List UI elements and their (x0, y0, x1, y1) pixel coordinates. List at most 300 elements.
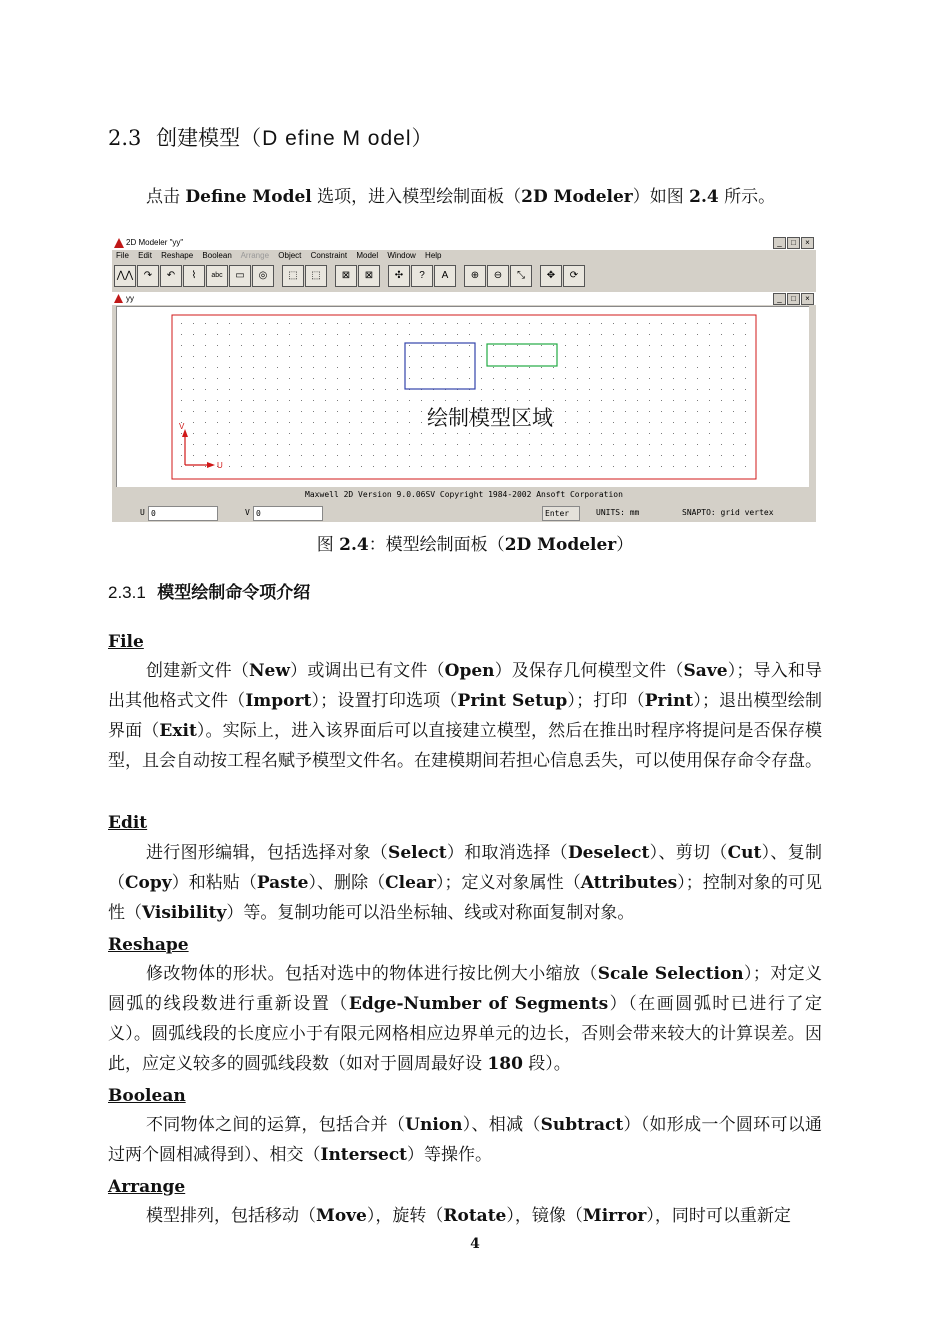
menu-constraint[interactable]: Constraint (310, 251, 348, 260)
grid-dot (589, 444, 590, 445)
child-maximize-button[interactable]: □ (787, 293, 800, 305)
grid-dot (217, 444, 218, 445)
grid-dot (529, 389, 530, 390)
grid-dot (205, 455, 206, 456)
grid-dot (745, 400, 746, 401)
grid-dot (493, 334, 494, 335)
grid-dot (541, 323, 542, 324)
grid-dot (493, 455, 494, 456)
grid-dot (409, 334, 410, 335)
canvas-drawing[interactable] (117, 307, 809, 487)
grid-dot (181, 411, 182, 412)
delete-tool-icon[interactable]: ⊠ (358, 265, 380, 287)
grid-dot (313, 367, 314, 368)
zoom-in-icon[interactable]: ⊕ (464, 265, 486, 287)
grid-dot (649, 433, 650, 434)
grid-dot (553, 323, 554, 324)
grid-dot (589, 400, 590, 401)
grid-dot (505, 367, 506, 368)
grid-dot (553, 411, 554, 412)
grid-dot (325, 389, 326, 390)
grid-dot (349, 389, 350, 390)
grid-dot (577, 389, 578, 390)
grid-dot (697, 345, 698, 346)
grid-dot (613, 466, 614, 467)
grid-dot (481, 323, 482, 324)
grid-dot (625, 356, 626, 357)
grid-dot (637, 389, 638, 390)
grid-dot (505, 323, 506, 324)
grid-dot (457, 378, 458, 379)
grid-dot (205, 334, 206, 335)
grid-dot (373, 356, 374, 357)
intro-text: 所示。 (718, 187, 776, 207)
grid-dot (565, 334, 566, 335)
circle-tool-icon[interactable]: ◎ (252, 265, 274, 287)
grid-dot (637, 411, 638, 412)
grid-dot (517, 444, 518, 445)
caption-bold: 2D Modeler (504, 535, 617, 555)
grid-dot (661, 444, 662, 445)
arc-center-tool-icon[interactable]: ↶ (160, 265, 182, 287)
grid-dot (601, 400, 602, 401)
grid-dot (589, 345, 590, 346)
grid-dot (697, 455, 698, 456)
grid-dot (241, 367, 242, 368)
grid-dot (457, 466, 458, 467)
grid-dot (217, 345, 218, 346)
para-text: ）（如形成一个圆环可以通过两个圆相减得到）、相交（ (108, 1115, 823, 1165)
grid-dot (205, 400, 206, 401)
grid-dot (565, 400, 566, 401)
grid-dot (613, 323, 614, 324)
grid-dot (673, 455, 674, 456)
grid-dot (325, 433, 326, 434)
grid-dot (373, 345, 374, 346)
menu-edit[interactable]: Edit (138, 251, 152, 260)
grid-dot (313, 356, 314, 357)
menu-reshape[interactable]: Reshape (161, 251, 194, 260)
grid-dot (241, 389, 242, 390)
grid-dot (469, 466, 470, 467)
v-field-label: V (245, 508, 250, 517)
grid-dot (229, 334, 230, 335)
grid-dot (181, 455, 182, 456)
grid-dot (193, 334, 194, 335)
grid-dot (745, 411, 746, 412)
grid-dot (301, 389, 302, 390)
grid-dot (601, 367, 602, 368)
grid-dot (613, 345, 614, 346)
grid-dot (565, 389, 566, 390)
child-minimize-button[interactable]: _ (773, 293, 786, 305)
grid-dot (529, 378, 530, 379)
grid-dot (745, 466, 746, 467)
grid-dot (709, 356, 710, 357)
help-tool-icon[interactable]: ? (411, 265, 433, 287)
grid-dot (385, 323, 386, 324)
grid-dot (265, 444, 266, 445)
text-tool-icon[interactable]: abc (206, 265, 228, 287)
blue-rectangle-object[interactable] (405, 343, 475, 389)
grid-dot (385, 433, 386, 434)
grid-dot (529, 367, 530, 368)
para-bold: Open (444, 661, 495, 681)
grid-dot (409, 323, 410, 324)
grid-dot (673, 367, 674, 368)
grid-dot (685, 378, 686, 379)
caption-text: 图 (316, 535, 340, 555)
minimize-button[interactable]: _ (773, 237, 786, 249)
u-axis-arrow-icon (207, 462, 215, 468)
grid-dot (625, 378, 626, 379)
grid-dot (637, 367, 638, 368)
para-bold: Rotate (443, 1206, 507, 1226)
grid-dot (457, 444, 458, 445)
close-button[interactable]: × (801, 237, 814, 249)
grid-dot (565, 422, 566, 423)
para-text: ）等。复制功能可以沿坐标轴、线或对称面复制对象。 (226, 903, 635, 923)
grid-dot (577, 444, 578, 445)
maximize-button[interactable]: □ (787, 237, 800, 249)
grid-dot (433, 433, 434, 434)
grid-dot (349, 356, 350, 357)
grid-dot (265, 334, 266, 335)
grid-dot (697, 356, 698, 357)
grid-dot (433, 367, 434, 368)
grid-dot (325, 367, 326, 368)
grid-dot (649, 334, 650, 335)
section-heading (108, 122, 434, 152)
grid-dot (505, 433, 506, 434)
grid-dot (313, 411, 314, 412)
para-text: ）；定义对象属性（ (435, 873, 581, 893)
rectangle-tool-icon[interactable]: ▭ (229, 265, 251, 287)
grid-dot (361, 466, 362, 467)
grid-dot (337, 422, 338, 423)
grid-dot (589, 367, 590, 368)
window-controls (772, 237, 814, 248)
grid-dot (229, 323, 230, 324)
grid-dot (241, 466, 242, 467)
grid-dot (301, 466, 302, 467)
grid-dot (205, 422, 206, 423)
para-text: ）、相减（ (462, 1115, 541, 1135)
grid-dot (541, 433, 542, 434)
grid-dot (277, 367, 278, 368)
grid-dot (709, 433, 710, 434)
grid-dot (289, 367, 290, 368)
grid-dot (217, 378, 218, 379)
grid-dot (241, 455, 242, 456)
grid-dot (673, 345, 674, 346)
grid-dot (373, 334, 374, 335)
grid-dot (637, 334, 638, 335)
para-text: 修改物体的形状。包括对选中的物体进行按比例大小缩放（ (146, 964, 598, 984)
grid-dot (601, 411, 602, 412)
grid-dot (229, 356, 230, 357)
grid-dot (505, 378, 506, 379)
grid-dot (181, 400, 182, 401)
para-text: ），镜像（ (506, 1206, 583, 1226)
grid-dot (493, 356, 494, 357)
select-tool-icon[interactable]: ⬚ (282, 265, 304, 287)
app-logo-icon (114, 238, 124, 248)
grid-dot (481, 466, 482, 467)
grid-dot (493, 389, 494, 390)
para-bold: Edge-Number of Segments (348, 994, 609, 1014)
app-title: 2D Modeler "yy" (126, 238, 184, 247)
para-text: ）；对定义圆弧的线段数进行重新设置（ (108, 964, 823, 1014)
grid-dot (433, 444, 434, 445)
grid-dot (601, 334, 602, 335)
grid-dot (265, 378, 266, 379)
grid-dot (625, 455, 626, 456)
grid-dot (577, 455, 578, 456)
grid-dot (697, 422, 698, 423)
grid-dot (469, 433, 470, 434)
grid-dot (253, 411, 254, 412)
grid-dot (181, 444, 182, 445)
grid-dot (685, 389, 686, 390)
grid-dot (421, 356, 422, 357)
grid-dot (217, 367, 218, 368)
cut-tool-icon[interactable]: ⊠ (335, 265, 357, 287)
spline-tool-icon[interactable]: ⌇ (183, 265, 205, 287)
menu-help[interactable]: Help (425, 251, 442, 260)
grid-dot (565, 323, 566, 324)
grid-dot (445, 334, 446, 335)
grid-dot (301, 323, 302, 324)
grid-dot (397, 433, 398, 434)
grid-dot (397, 334, 398, 335)
grid-dot (649, 367, 650, 368)
u-value: 0 (151, 509, 156, 518)
grid-dot (649, 345, 650, 346)
child-close-button[interactable]: × (801, 293, 814, 305)
grid-dot (613, 411, 614, 412)
grid-dot (301, 455, 302, 456)
grid-dot (193, 367, 194, 368)
grid-dot (337, 389, 338, 390)
grid-dot (325, 378, 326, 379)
grid-dot (361, 367, 362, 368)
intro-bold: 2D Modeler (521, 187, 633, 207)
deselect-tool-icon[interactable]: ⬚ (305, 265, 327, 287)
grid-dot (709, 389, 710, 390)
drawing-canvas[interactable] (116, 306, 809, 487)
arc-tool-icon[interactable]: ↷ (137, 265, 159, 287)
grid-dot (601, 389, 602, 390)
para-bold: Attributes (580, 873, 678, 893)
grid-dot (193, 466, 194, 467)
grid-dot (469, 444, 470, 445)
grid-dot (517, 466, 518, 467)
grid-dot (289, 422, 290, 423)
grid-dot (661, 400, 662, 401)
grid-dot (229, 378, 230, 379)
grid-dot (457, 345, 458, 346)
grid-dot (673, 400, 674, 401)
grid-dot (685, 400, 686, 401)
child-window-titlebar (112, 292, 816, 305)
grid-dot (373, 422, 374, 423)
menu-window[interactable]: Window (387, 251, 416, 260)
refresh-tool-icon[interactable]: ⟳ (563, 265, 585, 287)
grid-dot (565, 345, 566, 346)
grid-dot (205, 466, 206, 467)
grid-dot (361, 334, 362, 335)
grid-dot (601, 444, 602, 445)
grid-dot (229, 422, 230, 423)
grid-dot (481, 356, 482, 357)
grid-dot (601, 455, 602, 456)
grid-dot (217, 334, 218, 335)
grid-dot (637, 422, 638, 423)
grid-dot (481, 378, 482, 379)
grid-dot (409, 367, 410, 368)
grid-dot (337, 356, 338, 357)
v-axis-label: V (179, 422, 185, 431)
zoom-fit-icon[interactable]: ⤡ (510, 265, 532, 287)
grid-dot (385, 378, 386, 379)
grid-dot (589, 411, 590, 412)
grid-dot (577, 345, 578, 346)
grid-dot (625, 334, 626, 335)
grid-dot (505, 356, 506, 357)
grid-dot (721, 345, 722, 346)
grid-dot (229, 367, 230, 368)
polyline-tool-icon[interactable]: ⋀⋀ (114, 265, 136, 287)
grid-dot (649, 444, 650, 445)
grid-dot (613, 422, 614, 423)
menu-object[interactable]: Object (278, 251, 302, 260)
green-rectangle-object[interactable] (487, 344, 557, 366)
child-logo-icon (114, 294, 123, 303)
grid-dot (577, 422, 578, 423)
grid-dot (493, 400, 494, 401)
section-title-arrange: Arrange (108, 1177, 186, 1197)
grid-dot (409, 444, 410, 445)
grid-dot (241, 378, 242, 379)
menu-arrange[interactable]: Arrange (240, 251, 270, 260)
v-coordinate-input[interactable] (253, 506, 323, 521)
grid-dot (709, 455, 710, 456)
grid-dot (397, 455, 398, 456)
grid-dot (289, 378, 290, 379)
grid-dot (481, 367, 482, 368)
grid-dot (637, 356, 638, 357)
section-title-boolean: Boolean (108, 1086, 186, 1106)
para-text: ）；控制对象的可见性（ (108, 873, 823, 923)
grid-dot (349, 411, 350, 412)
drawing-boundary (172, 315, 756, 479)
grid-dot (529, 345, 530, 346)
figure-caption (0, 530, 950, 555)
grid-dot (301, 400, 302, 401)
grid-dot (277, 378, 278, 379)
grid-dot (217, 422, 218, 423)
grid-dot (181, 334, 182, 335)
grid-dot (229, 455, 230, 456)
para-bold: 180 (487, 1054, 523, 1074)
grid-dot (721, 466, 722, 467)
grid-dot (685, 455, 686, 456)
grid-dot (373, 455, 374, 456)
grid-dot (601, 433, 602, 434)
u-coordinate-input[interactable] (148, 506, 218, 521)
grid-dot (325, 411, 326, 412)
grid-dot (409, 411, 410, 412)
menu-boolean[interactable]: Boolean (202, 251, 232, 260)
grid-dot (553, 444, 554, 445)
grid-dot (661, 433, 662, 434)
menu-model[interactable]: Model (356, 251, 379, 260)
grid-dot (337, 345, 338, 346)
grid-dot (697, 334, 698, 335)
grid-dot (601, 323, 602, 324)
enter-button[interactable] (542, 506, 580, 521)
grid-dot (241, 444, 242, 445)
section-title-edit: Edit (108, 813, 148, 833)
grid-dot (409, 455, 410, 456)
grid-dot (253, 367, 254, 368)
heading-number: 2.3 (108, 126, 142, 150)
grid-dot (253, 356, 254, 357)
menu-file[interactable]: File (116, 251, 129, 260)
grid-dot (505, 389, 506, 390)
grid-dot (421, 422, 422, 423)
grid-dot (313, 422, 314, 423)
grid-dot (685, 345, 686, 346)
grid-dot (349, 466, 350, 467)
grid-dot (241, 345, 242, 346)
grid-dot (553, 466, 554, 467)
grid-dot (193, 323, 194, 324)
grid-dot (649, 422, 650, 423)
para-bold: Visibility (142, 903, 227, 923)
grid-dot (721, 334, 722, 335)
para-text: ），同时可以重新定 (646, 1206, 791, 1226)
grid-dot (325, 422, 326, 423)
grid-dot (481, 444, 482, 445)
grid-dot (385, 356, 386, 357)
grid-dot (565, 367, 566, 368)
grid-dot (613, 378, 614, 379)
grid-dot (325, 444, 326, 445)
grid-dot (373, 389, 374, 390)
snap-tool-icon[interactable]: ✣ (388, 265, 410, 287)
zoom-out-icon[interactable]: ⊖ (487, 265, 509, 287)
grid-dot (181, 378, 182, 379)
grid-dot (397, 444, 398, 445)
grid-dot (745, 323, 746, 324)
grid-dot (637, 400, 638, 401)
grid-dot (217, 433, 218, 434)
pan-tool-icon[interactable]: ✥ (540, 265, 562, 287)
grid-dot (421, 378, 422, 379)
grid-dot (733, 466, 734, 467)
measure-tool-icon[interactable]: A (434, 265, 456, 287)
para-bold: Intersect (320, 1145, 408, 1165)
heading-alt: （D efine M odel） (240, 127, 434, 150)
grid-dot (721, 400, 722, 401)
grid-dot (721, 444, 722, 445)
reshape-paragraph (108, 959, 822, 1079)
grid-dot (577, 323, 578, 324)
grid-dot (685, 334, 686, 335)
grid-dot (517, 356, 518, 357)
